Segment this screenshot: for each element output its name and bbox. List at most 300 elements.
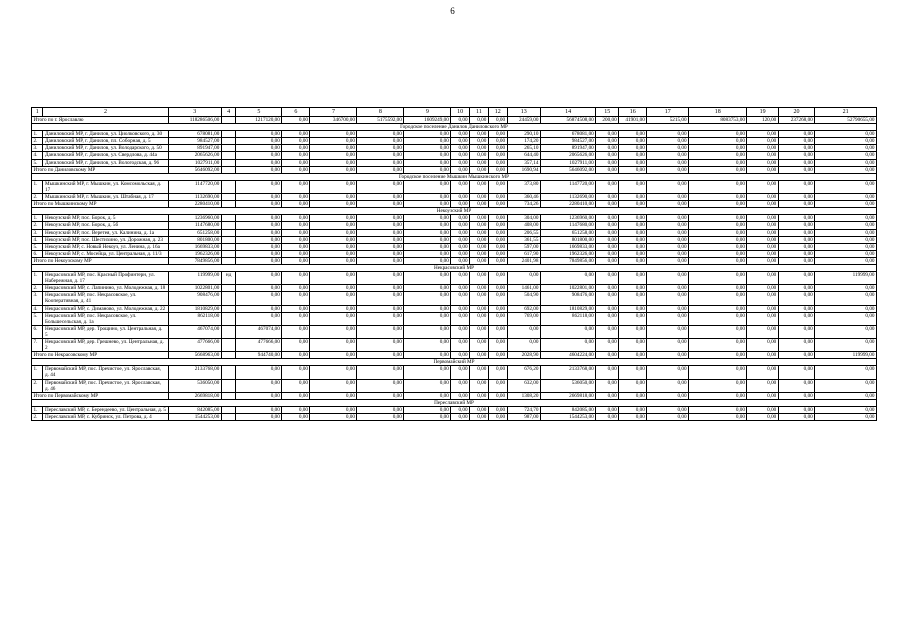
table-cell: 0,00	[236, 194, 282, 201]
table-cell: 0,00	[451, 166, 470, 173]
column-header: 2	[43, 108, 168, 117]
table-cell: 0,00	[619, 272, 647, 285]
table-cell: 0,00	[357, 379, 404, 392]
table-cell: 0,00	[596, 138, 619, 145]
table-cell: 842085,00	[168, 406, 221, 413]
table-cell: 0,00	[647, 229, 689, 236]
table-cell: 0,00	[619, 414, 647, 421]
table-cell: 908476,00	[540, 292, 595, 305]
table-cell: 0,00	[310, 145, 357, 152]
address-cell: Даниловский МР, г. Данилов, пл. Соборная, д. 5	[43, 138, 168, 145]
table-cell: 0,00	[488, 138, 507, 145]
table-cell: 0,00	[689, 379, 747, 392]
table-cell: 891947,00	[168, 145, 221, 152]
table-row	[32, 243, 877, 250]
table-cell: 0,00	[451, 215, 470, 222]
table-cell	[221, 229, 236, 236]
table-cell: 0,00	[470, 392, 489, 399]
table-cell: 1544253,00	[540, 414, 595, 421]
table-cell: 1810829,00	[168, 305, 221, 312]
table-cell	[221, 194, 236, 201]
table-cell: 0,00	[282, 201, 310, 208]
table-cell: 0,00	[310, 406, 357, 413]
row-number: 2.	[32, 379, 43, 392]
table-cell: 862118,00	[540, 312, 595, 325]
table-cell: 0,00	[689, 366, 747, 379]
table-cell: 0,00	[778, 257, 815, 264]
table-cell: 5668963,00	[168, 352, 221, 359]
table-cell: 2401,98	[507, 257, 540, 264]
table-cell: 237268,00	[778, 117, 815, 124]
table-cell: 0,00	[236, 257, 282, 264]
table-cell: 0,00	[470, 250, 489, 257]
table-cell: 0,00	[619, 285, 647, 292]
table-cell: 361,55	[507, 236, 540, 243]
row-number: 1.	[32, 406, 43, 413]
address-cell: Даниловский МР, г. Данилов, ул. Володарского, д. 50	[43, 145, 168, 152]
table-cell: 0,00	[357, 325, 404, 338]
table-cell: 0,00	[596, 352, 619, 359]
table-cell: 0,00	[404, 243, 451, 250]
column-header: 21	[815, 108, 877, 117]
table-cell: 0,00	[236, 152, 282, 159]
table-cell: 0,00	[357, 222, 404, 229]
table-cell: 651258,00	[168, 229, 221, 236]
table-cell: 0,00	[488, 159, 507, 166]
table-cell: 119999,00	[815, 272, 877, 285]
table-cell: 0,00	[488, 305, 507, 312]
table-cell: 1669833,00	[168, 243, 221, 250]
address-cell: Первомайский МР, пос. Пречистое, ул. Ярославская, д. 44	[43, 366, 168, 379]
table-cell: 2280410,00	[540, 201, 595, 208]
table-cell: 0,00	[689, 305, 747, 312]
table-cell: 0,00	[310, 222, 357, 229]
row-number: 1.	[32, 180, 43, 193]
table-cell: 0,00	[357, 312, 404, 325]
table-cell: 0,00	[488, 201, 507, 208]
row-number: 1.	[32, 215, 43, 222]
table-cell: 536050,00	[540, 379, 595, 392]
table-cell: 1132690,00	[540, 194, 595, 201]
table-row	[32, 236, 877, 243]
address-cell: Некрасовский МР, пос. Красный Профинтерн, ул. Набережная, д. 17	[43, 272, 168, 285]
table-cell: 0,00	[357, 131, 404, 138]
row-number: 4.	[32, 305, 43, 312]
address-cell: Некрасовский МР, дер. Трощино, ул. Центральная, д. 5	[43, 325, 168, 338]
table-cell: 0,00	[357, 272, 404, 285]
table-cell: 0,00	[451, 312, 470, 325]
table-cell: 0,00	[282, 366, 310, 379]
table-cell: 676,20	[507, 366, 540, 379]
table-cell: 0,00	[451, 201, 470, 208]
table-cell: 0,00	[488, 131, 507, 138]
table-row	[32, 339, 877, 352]
table-header-row	[32, 108, 877, 117]
table-cell: 0,00	[470, 117, 489, 124]
column-header: 1	[32, 108, 43, 117]
table-cell: 0,00	[470, 159, 489, 166]
row-number: 2.	[32, 194, 43, 201]
table-cell: 0,00	[470, 339, 489, 352]
address-cell: Первомайский МР, пос. Пречистое, ул. Ярославская, д. 46	[43, 379, 168, 392]
table-cell: 0,00	[404, 285, 451, 292]
table-cell: 0,00	[647, 366, 689, 379]
address-cell: Некрасовский МР, пос. Некрасовское, ул. Большесельская, д. 1а	[43, 312, 168, 325]
table-row	[32, 325, 877, 338]
column-header: 17	[647, 108, 689, 117]
section-header-row	[32, 264, 877, 271]
table-cell: 862118,00	[168, 312, 221, 325]
table-cell: 0,00	[282, 138, 310, 145]
table-cell: 632,00	[507, 379, 540, 392]
table-cell: 0,00	[488, 379, 507, 392]
table-cell: 0,00	[470, 379, 489, 392]
table-cell: 0,00	[236, 292, 282, 305]
table-cell: 0,00	[778, 236, 815, 243]
table-cell	[221, 392, 236, 399]
table-cell: 0,00	[451, 305, 470, 312]
table-cell: 0,00	[596, 366, 619, 379]
table-cell: 0,00	[236, 414, 282, 421]
column-header: 6	[282, 108, 310, 117]
row-number: 5.	[32, 243, 43, 250]
table-cell: 0,00	[747, 379, 778, 392]
table-cell: 0,00	[596, 406, 619, 413]
table-cell: 987,00	[507, 414, 540, 421]
table-cell: 4604224,00	[540, 352, 595, 359]
table-cell: 467074,00	[168, 325, 221, 338]
table-cell: 597,00	[507, 243, 540, 250]
table-cell: 0,00	[404, 305, 451, 312]
table-cell: 0,00	[282, 339, 310, 352]
section-header-row	[32, 173, 877, 180]
table-cell: 0,00	[689, 215, 747, 222]
table-cell: 0,00	[747, 138, 778, 145]
table-cell: 0,00	[404, 257, 451, 264]
table-cell: 0,00	[488, 366, 507, 379]
table-cell: 0,00	[451, 152, 470, 159]
table-cell	[221, 180, 236, 193]
table-cell: 5646092,00	[168, 166, 221, 173]
address-cell: Некоузский МР, пос. Веретея, ул. Калинина, д. 1а	[43, 229, 168, 236]
table-cell: 0,00	[778, 285, 815, 292]
table-cell: 0,00	[470, 166, 489, 173]
table-cell: 0,00	[747, 292, 778, 305]
section-header-row	[32, 399, 877, 406]
table-cell: 0,00	[451, 243, 470, 250]
address-cell: Переславский МР, с. Берендеево, ул. Центральная, д. 5	[43, 406, 168, 413]
table-cell: 0,00	[778, 159, 815, 166]
table-cell: 0,00	[647, 243, 689, 250]
total-row	[32, 201, 877, 208]
column-header: 20	[778, 108, 815, 117]
table-cell: 120,00	[747, 117, 778, 124]
table-cell: 0,00	[689, 272, 747, 285]
table-cell: 0,00	[236, 180, 282, 193]
column-header: 12	[488, 108, 507, 117]
table-cell: 0,00	[282, 352, 310, 359]
table-cell: 0,00	[488, 312, 507, 325]
table-cell: 0,00	[357, 166, 404, 173]
table-cell: 0,00	[282, 243, 310, 250]
row-number: 3.	[32, 229, 43, 236]
table-cell: 56874508,00	[540, 117, 595, 124]
table-cell: 0,00	[596, 392, 619, 399]
table-cell: 0,00	[404, 339, 451, 352]
table-cell: 0,00	[747, 243, 778, 250]
table-cell: 0,00	[689, 325, 747, 338]
table-cell: 0,00	[647, 236, 689, 243]
table-cell: 0,00	[282, 145, 310, 152]
table-cell: 1147680,00	[168, 222, 221, 229]
table-cell: 1022801,00	[168, 285, 221, 292]
table-cell: 0,00	[815, 159, 877, 166]
table-cell: 5175592,00	[357, 117, 404, 124]
table-cell: 0,00	[488, 339, 507, 352]
table-cell: 0,00	[747, 145, 778, 152]
table-cell: 206,55	[507, 229, 540, 236]
table-cell: 0,00	[596, 166, 619, 173]
table-cell	[221, 257, 236, 264]
table-cell: 0,00	[619, 366, 647, 379]
column-header: 18	[689, 108, 747, 117]
table-cell: 0,00	[488, 243, 507, 250]
section-header-row	[32, 359, 877, 366]
table-cell: 0,00	[596, 131, 619, 138]
table-cell: 1810829,00	[540, 305, 595, 312]
table-cell: 0,00	[747, 250, 778, 257]
table-cell: 0,00	[619, 236, 647, 243]
table-cell: 0,00	[596, 215, 619, 222]
table-cell: 2028,90	[507, 352, 540, 359]
column-header: 7	[310, 108, 357, 117]
address-cell: Даниловский МР, г. Данилов, ул. Свердлова, д. 44а	[43, 152, 168, 159]
data-table	[31, 107, 877, 421]
table-cell: 0,00	[619, 406, 647, 413]
table-cell: 0,00	[310, 159, 357, 166]
table-cell: 0,00	[619, 305, 647, 312]
table-row	[32, 180, 877, 193]
table-cell: 0,00	[282, 250, 310, 257]
table-cell: 0,00	[647, 250, 689, 257]
table-cell: 0,00	[236, 406, 282, 413]
table-cell: 5646092,00	[540, 166, 595, 173]
row-number: 4.	[32, 236, 43, 243]
column-header: 8	[357, 108, 404, 117]
table-cell: 0,00	[747, 152, 778, 159]
table-cell: 0,00	[778, 250, 815, 257]
page-number: 6	[450, 6, 455, 16]
table-cell	[221, 166, 236, 173]
table-cell: 0,00	[470, 257, 489, 264]
table-cell: 644,40	[507, 152, 540, 159]
table-cell: 0,00	[596, 325, 619, 338]
table-cell: 0,00	[815, 339, 877, 352]
table-cell	[221, 312, 236, 325]
table-cell: 119999,00	[168, 272, 221, 285]
table-cell: 0,00	[689, 222, 747, 229]
address-cell: Некрасовский МР, дер. Грешнево, ул. Центральная, д. 2	[43, 339, 168, 352]
table-cell: 0,00	[404, 222, 451, 229]
table-cell: 1544253,00	[168, 414, 221, 421]
table-cell: 0,00	[470, 201, 489, 208]
table-cell: 0,00	[596, 236, 619, 243]
table-cell: 0,00	[236, 131, 282, 138]
table-cell: 0,00	[647, 414, 689, 421]
total-row	[32, 166, 877, 173]
table-cell: 0,00	[282, 325, 310, 338]
table-cell: 908476,00	[168, 292, 221, 305]
row-number: 6.	[32, 325, 43, 338]
table-cell	[221, 215, 236, 222]
table-cell: 0,00	[236, 138, 282, 145]
table-cell: 0,00	[815, 215, 877, 222]
table-cell: 0,00	[451, 379, 470, 392]
table-cell: 0,00	[488, 229, 507, 236]
table-cell: 0,00	[596, 194, 619, 201]
table-cell: 1236960,00	[540, 215, 595, 222]
table-cell: 0,00	[470, 243, 489, 250]
table-cell: 0,00	[815, 292, 877, 305]
table-cell: 0,00	[357, 339, 404, 352]
table-cell: 0,00	[404, 250, 451, 257]
table-cell: 0,00	[470, 352, 489, 359]
table-cell: 0,00	[451, 366, 470, 379]
table-cell: 0,00	[747, 222, 778, 229]
table-cell: 0,00	[488, 292, 507, 305]
table-cell: 0,00	[596, 285, 619, 292]
table-cell: 0,00	[404, 379, 451, 392]
row-number: 1.	[32, 366, 43, 379]
table-cell	[221, 131, 236, 138]
table-cell: 0,00	[451, 339, 470, 352]
table-row	[32, 131, 877, 138]
column-header: 15	[596, 108, 619, 117]
address-cell: Некоузский МР, пос. Борок, д. 5б	[43, 222, 168, 229]
table-cell: 7849856,00	[540, 257, 595, 264]
table-cell: 0,00	[689, 339, 747, 352]
table-cell: 0,00	[451, 236, 470, 243]
table-cell: 0,00	[488, 236, 507, 243]
table-cell: 0,00	[357, 257, 404, 264]
table-cell: 0,00	[596, 257, 619, 264]
table-cell: 0,00	[619, 201, 647, 208]
table-cell: 2133768,00	[540, 366, 595, 379]
table-cell: 0,00	[357, 145, 404, 152]
column-header: 9	[404, 108, 451, 117]
table-cell: 0,00	[470, 145, 489, 152]
table-cell: 0,00	[689, 229, 747, 236]
table-cell: 0,00	[747, 201, 778, 208]
table-cell: 0,00	[282, 272, 310, 285]
table-cell	[221, 236, 236, 243]
table-cell: 0,00	[647, 138, 689, 145]
table-cell: 0,00	[451, 117, 470, 124]
table-cell: 0,00	[404, 131, 451, 138]
table-row	[32, 194, 877, 201]
address-cell: Переславский МР, с. Кубринск, ул. Петрова, д. 4	[43, 414, 168, 421]
table-cell: 174,20	[507, 138, 540, 145]
table-cell: 0,00	[404, 366, 451, 379]
table-cell: 0,00	[778, 305, 815, 312]
table-cell: 0,00	[619, 215, 647, 222]
table-cell	[221, 222, 236, 229]
table-cell: 769,00	[507, 312, 540, 325]
table-cell: 7849856,00	[168, 257, 221, 264]
row-number: 1.	[32, 272, 43, 285]
table-cell: 0,00	[647, 312, 689, 325]
table-cell: 0,00	[282, 215, 310, 222]
table-cell: 0,00	[470, 215, 489, 222]
table-cell: 1669833,00	[540, 243, 595, 250]
table-cell: 0,00	[357, 414, 404, 421]
table-cell: 0,00	[689, 243, 747, 250]
total-row	[32, 117, 877, 124]
table-cell: 477666,00	[168, 339, 221, 352]
table-cell	[221, 339, 236, 352]
table-cell: 0,00	[470, 236, 489, 243]
address-cell: Даниловский МР, г. Данилов, ул. Вологодская, д. 96	[43, 159, 168, 166]
address-cell: Некоузский МР, с. Мосейца, ул. Центральная, д. 11/3	[43, 250, 168, 257]
table-cell: 678081,00	[168, 131, 221, 138]
table-cell: 0,00	[404, 229, 451, 236]
table-cell: 0,00	[357, 285, 404, 292]
table-cell: 0,00	[647, 145, 689, 152]
table-cell: 1147720,00	[540, 180, 595, 193]
table-row	[32, 414, 877, 421]
table-cell: 0,00	[404, 145, 451, 152]
row-number: 2.	[32, 222, 43, 229]
table-cell: 0,00	[310, 131, 357, 138]
table-cell: 0,00	[488, 272, 507, 285]
table-cell: 360,46	[507, 194, 540, 201]
table-cell: 0,00	[357, 352, 404, 359]
table-cell: 0,00	[470, 272, 489, 285]
table-row	[32, 138, 877, 145]
table-cell	[221, 414, 236, 421]
table-cell: 0,00	[310, 305, 357, 312]
table-cell: 0,00	[488, 117, 507, 124]
table-cell: 0,00	[357, 366, 404, 379]
table-cell: 0,00	[404, 166, 451, 173]
table-cell: 944740,00	[236, 352, 282, 359]
table-cell: 0,00	[778, 145, 815, 152]
table-cell: 0,00	[282, 414, 310, 421]
table-cell: 0,00	[619, 392, 647, 399]
table-cell: 0,00	[647, 305, 689, 312]
table-cell: 0,00	[470, 229, 489, 236]
table-cell: 1147680,00	[540, 222, 595, 229]
table-cell: 0,00	[282, 406, 310, 413]
table-cell: 0,00	[647, 194, 689, 201]
table-cell: 0,00	[470, 366, 489, 379]
table-cell: 0,00	[815, 138, 877, 145]
table-row	[32, 222, 877, 229]
table-cell: 0,00	[470, 194, 489, 201]
table-cell: 0,00	[310, 257, 357, 264]
table-cell: 0,00	[282, 305, 310, 312]
table-cell: 0,00	[689, 406, 747, 413]
table-cell: 0,00	[747, 131, 778, 138]
table-cell: 0,00	[815, 406, 877, 413]
row-number: 5.	[32, 159, 43, 166]
table-cell	[221, 152, 236, 159]
table-cell: 0,00	[282, 180, 310, 193]
table-cell: 0,00	[470, 222, 489, 229]
table-cell: 0,00	[310, 243, 357, 250]
table-cell: 0,00	[815, 194, 877, 201]
table-cell: 0,00	[619, 159, 647, 166]
